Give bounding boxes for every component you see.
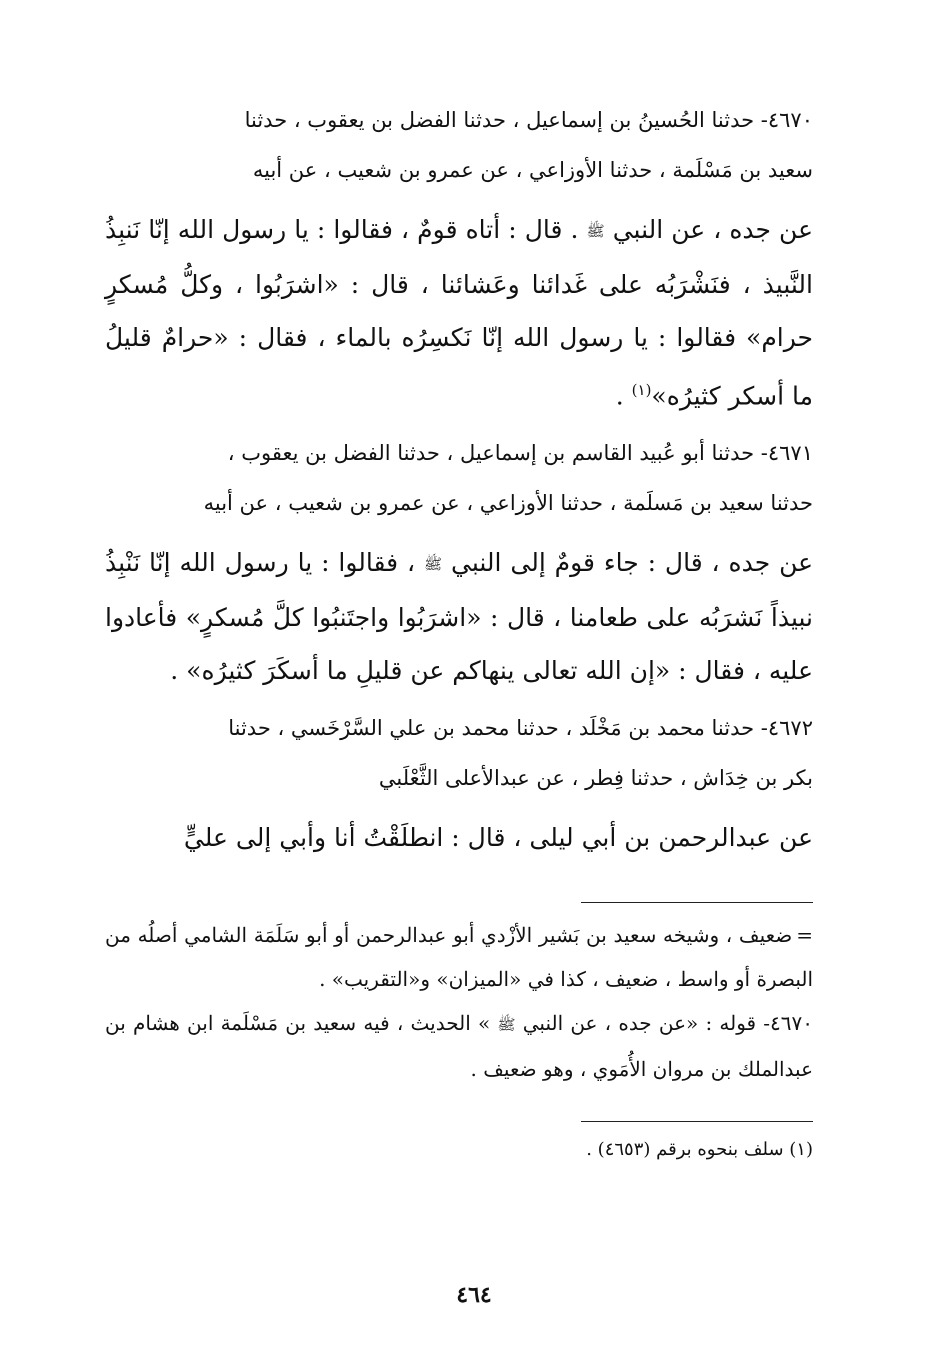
hadith-4671-matn-part-a: عن جده ، قال : جاء قومٌ إلى النبي bbox=[450, 548, 814, 578]
commentary-divider bbox=[581, 902, 813, 903]
hadith-4672-matn bbox=[105, 811, 813, 864]
hadith-4670-isnad-text-2: سعيد بن مَسْلَمة ، حدثنا الأوزاعي ، عن عمرو بن شعيب ، عن أبيه bbox=[252, 158, 813, 182]
hadith-4671-isnad-line-2 bbox=[105, 478, 813, 528]
hadith-4670-matn-part-a: عن جده ، عن النبي bbox=[612, 215, 814, 244]
hadith-4672-isnad-line-1 bbox=[105, 703, 813, 753]
footnote-1 bbox=[105, 1130, 813, 1170]
hadith-4670-matn-part-b: . قال : أتاه قومٌ ، فقالوا : يا رسول الله إنّا نَنبِذُ النَّبيذ ، فنَشْرَبُه على غَدائنا وعَشائنا ، قال : «اشرَبُوا ، وكلُّ مُسكرٍ حرام» فقالوا : يا رسول الله إنّا نَكسِرُه بالماء ، فقال : «حرامٌ قليلُ ما أسكر كثيرُه» bbox=[105, 215, 813, 411]
hadith-4671-isnad-text-1: ٤٦٧١- حدثنا أبو عُبيد القاسم بن إسماعيل ، حدثنا الفضل بن يعقوب ، bbox=[227, 441, 813, 466]
footnote-reference[interactable]: (١) bbox=[631, 381, 652, 399]
hadith-4672-matn-text: عن عبدالرحمن بن أبي ليلى ، قال : انطلَقْتُ أنا وأبي إلى عليٍّ bbox=[183, 823, 813, 853]
hadith-4670-isnad-text-1: ٤٦٧٠- حدثنا الحُسينُ بن إسماعيل ، حدثنا الفضل بن يعقوب ، حدثنا bbox=[244, 108, 813, 132]
hadith-4672-isnad-text-2: بكر بن خِدَاش ، حدثنا فِطر ، عن عبدالأعلى الثَّعْلَبي bbox=[378, 766, 813, 791]
page-number: ٤٦٤ bbox=[456, 1282, 492, 1308]
commentary-note-4670-part-a: ٤٦٧٠- قوله : «عن جده ، عن النبي bbox=[522, 1011, 814, 1036]
hadith-4671-isnad-line-1 bbox=[105, 428, 813, 478]
hadith-4671-isnad-text-2: حدثنا سعيد بن مَسلَمة ، حدثنا الأوزاعي ، عن عمرو بن شعيب ، عن أبيه bbox=[203, 491, 813, 516]
commentary-continuation bbox=[105, 913, 813, 1001]
hadith-4671-matn bbox=[105, 536, 813, 697]
footnotes-divider bbox=[581, 1121, 813, 1122]
salutation-icon: ﷺ bbox=[423, 555, 443, 574]
commentary-note-4670 bbox=[105, 1001, 813, 1091]
hadith-4672-isnad-line-2 bbox=[105, 753, 813, 803]
hadith-4671-matn-part-b: ، فقالوا : يا رسول الله إنّا نَنْبِذُ نبيذاً نَشرَبُه على طعامنا ، قال : «اشرَبُوا واجتَنبُوا كلَّ مُسكرٍ» فأعادوا عليه ، فقال : «إن الله تعالى ينهاكم عن قليلِ ما أسكَرَ كثيرُه» . bbox=[105, 548, 813, 686]
hadith-4672-isnad-text-1: ٤٦٧٢- حدثنا محمد بن مَخْلَد ، حدثنا محمد بن علي السَّرْخَسي ، حدثنا bbox=[228, 716, 813, 741]
salutation-icon: ﷺ bbox=[497, 1015, 516, 1034]
hadith-4670-isnad-line-2 bbox=[105, 145, 813, 195]
commentary-continuation-text: ضعيف ، وشيخه سعيد بن بَشير الأزْدي أبو عبدالرحمن أو أبو سَلَمَة الشامي أصلُه من البصرة أو واسط ، ضعيف ، كذا في «الميزان» و«التقريب» . bbox=[105, 923, 813, 992]
commentary-note-4670-part-b: » الحديث ، فيه سعيد بن مَسْلَمة ابن هشام بن عبدالملك بن مروان الأُمَوي ، وهو ضعيف . bbox=[105, 1011, 813, 1081]
salutation-icon: ﷺ bbox=[586, 222, 605, 240]
hadith-4670-matn-end: . bbox=[615, 381, 632, 411]
hadith-4670-matn bbox=[105, 203, 813, 422]
hadith-4670-isnad-line-1 bbox=[105, 95, 813, 145]
footnote-1-text: (١) سلف بنحوه برقم (٤٦٥٣) . bbox=[586, 1138, 813, 1160]
continuation-mark: = bbox=[796, 923, 813, 948]
